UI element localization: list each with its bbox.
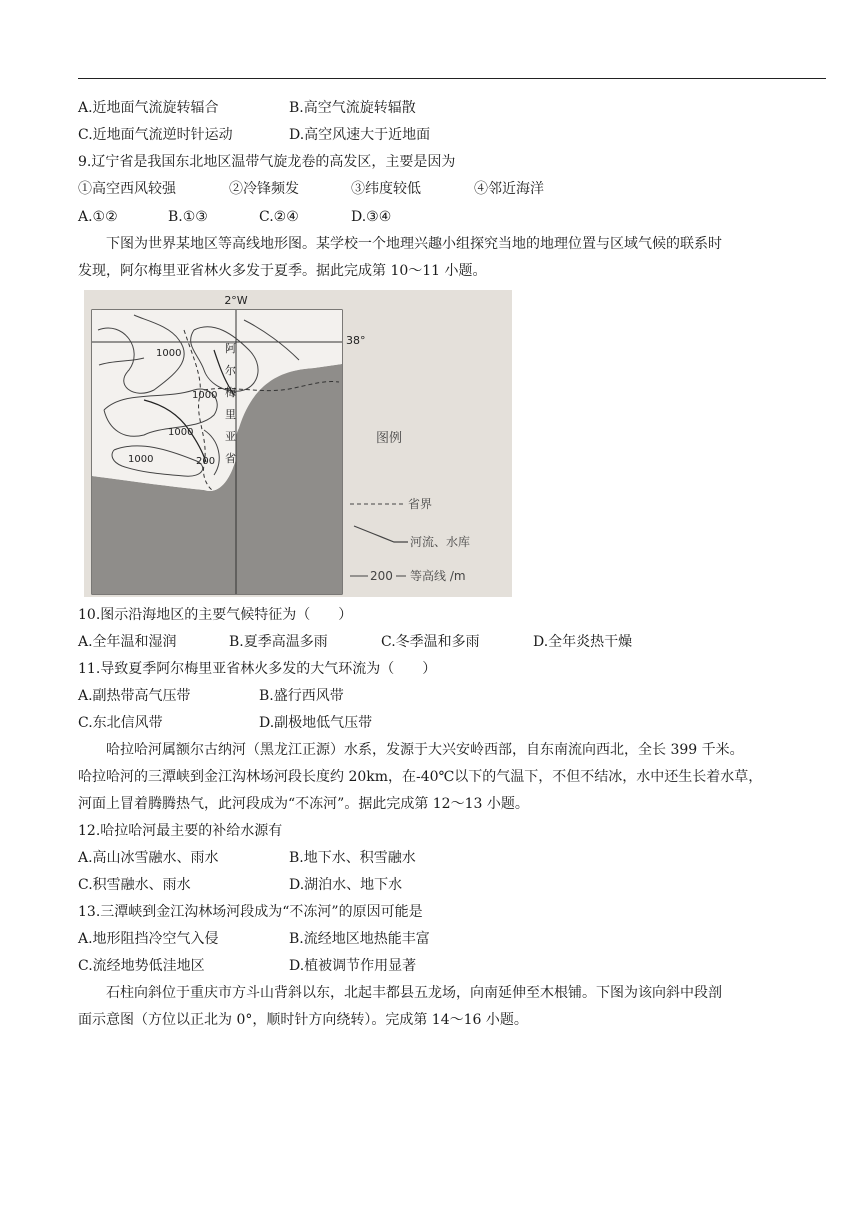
- contour-label: 1000: [168, 427, 194, 438]
- q13-option-d: D.植被调节作用显著: [289, 958, 417, 974]
- q8-option-c: C.近地面气流逆时针运动: [78, 127, 233, 143]
- q10-option-d: D.全年炎热干燥: [533, 634, 633, 650]
- passage1-line2: 发现，阿尔梅里亚省林火多发于夏季。据此完成第 10～11 小题。: [78, 263, 487, 279]
- q12-stem: 12.哈拉哈河最主要的补给水源有: [78, 823, 283, 839]
- q13-option-a: A.地形阻挡冷空气入侵: [78, 931, 219, 947]
- q12-option-a: A.高山冰雪融水、雨水: [78, 850, 219, 866]
- legend-title: 图例: [376, 431, 403, 446]
- passage1-line1: 下图为世界某地区等高线地形图。某学校一个地理兴趣小组探究当地的地理位置与区域气候的联系时: [106, 236, 722, 252]
- q13-stem: 13.三潭峡到金江沟林场河段成为“不冻河”的原因可能是: [78, 904, 423, 920]
- q11-option-d: D.副极地低气压带: [259, 715, 373, 731]
- contour-label: 1000: [128, 454, 154, 465]
- passage2-line1: 哈拉哈河属额尔古纳河（黑龙江正源）水系，发源于大兴安岭西部，自东南流向西北，全长 399 千米。: [106, 742, 744, 758]
- q9-item-1: ①高空西风较强: [78, 181, 176, 197]
- q13-option-b: B.流经地区地热能丰富: [289, 931, 430, 947]
- q11-option-b: B.盛行西风带: [259, 688, 344, 704]
- q11-stem: 11.导致夏季阿尔梅里亚省林火多发的大气环流为（ ）: [78, 661, 437, 677]
- contour-map: [84, 290, 512, 597]
- contour-label: 200: [196, 456, 216, 467]
- legend-item-border: 省界: [408, 497, 433, 511]
- q13-option-c: C.流经地势低洼地区: [78, 958, 205, 974]
- passage2-line2: 哈拉哈河的三潭峡到金江沟林场河段长度约 20km，在-40℃以下的气温下，不但不结冰，水中还生长着水草，: [78, 769, 763, 785]
- province-label: 阿尔梅里亚省: [225, 342, 236, 465]
- q8-option-d: D.高空风速大于近地面: [289, 127, 431, 143]
- q8-option-b: B.高空气流旋转辐散: [289, 100, 416, 116]
- passage3-line2: 面示意图（方位以正北为 0°，顺时针方向绕转）。完成第 14～16 小题。: [78, 1012, 528, 1028]
- q11-option-a: A.副热带高气压带: [78, 688, 191, 704]
- q12-option-c: C.积雪融水、雨水: [78, 877, 191, 893]
- legend-item-river: 河流、水库: [410, 535, 471, 549]
- q12-option-b: B.地下水、积雪融水: [289, 850, 416, 866]
- q9-option-b: B.①③: [168, 209, 208, 225]
- q9-option-a: A.①②: [78, 209, 118, 225]
- longitude-label: 2°W: [224, 294, 248, 307]
- q9-item-3: ③纬度较低: [351, 181, 421, 197]
- q8-option-a: A.近地面气流旋转辐合: [78, 100, 219, 116]
- q11-option-c: C.东北信风带: [78, 715, 163, 731]
- contour-label: 1000: [156, 348, 182, 359]
- passage2-line3: 河面上冒着腾腾热气，此河段成为“不冻河”。据此完成第 12～13 小题。: [78, 796, 529, 812]
- q9-option-d: D.③④: [351, 209, 392, 225]
- q10-stem: 10.图示沿海地区的主要气候特征为（ ）: [78, 607, 353, 623]
- legend-item-contour: 等高线 /m: [410, 569, 466, 583]
- q10-option-b: B.夏季高温多雨: [229, 634, 328, 650]
- contour-label: 1000: [192, 390, 218, 401]
- header-rule: [78, 78, 826, 79]
- passage3-line1: 石柱向斜位于重庆市方斗山背斜以东，北起丰都县五龙场，向南延伸至木根铺。下图为该向斜中段剖: [106, 985, 722, 1001]
- q9-item-4: ④邻近海洋: [474, 181, 544, 197]
- q10-option-a: A.全年温和湿润: [78, 634, 177, 650]
- q12-option-d: D.湖泊水、地下水: [289, 877, 403, 893]
- q10-option-c: C.冬季温和多雨: [381, 634, 480, 650]
- q9-option-c: C.②④: [259, 209, 299, 225]
- q9-item-2: ②冷锋频发: [229, 181, 299, 197]
- q9-stem: 9.辽宁省是我国东北地区温带气旋龙卷的高发区，主要是因为: [78, 154, 456, 170]
- legend-contour-value: 200: [370, 569, 393, 583]
- latitude-label: 38°: [346, 334, 366, 347]
